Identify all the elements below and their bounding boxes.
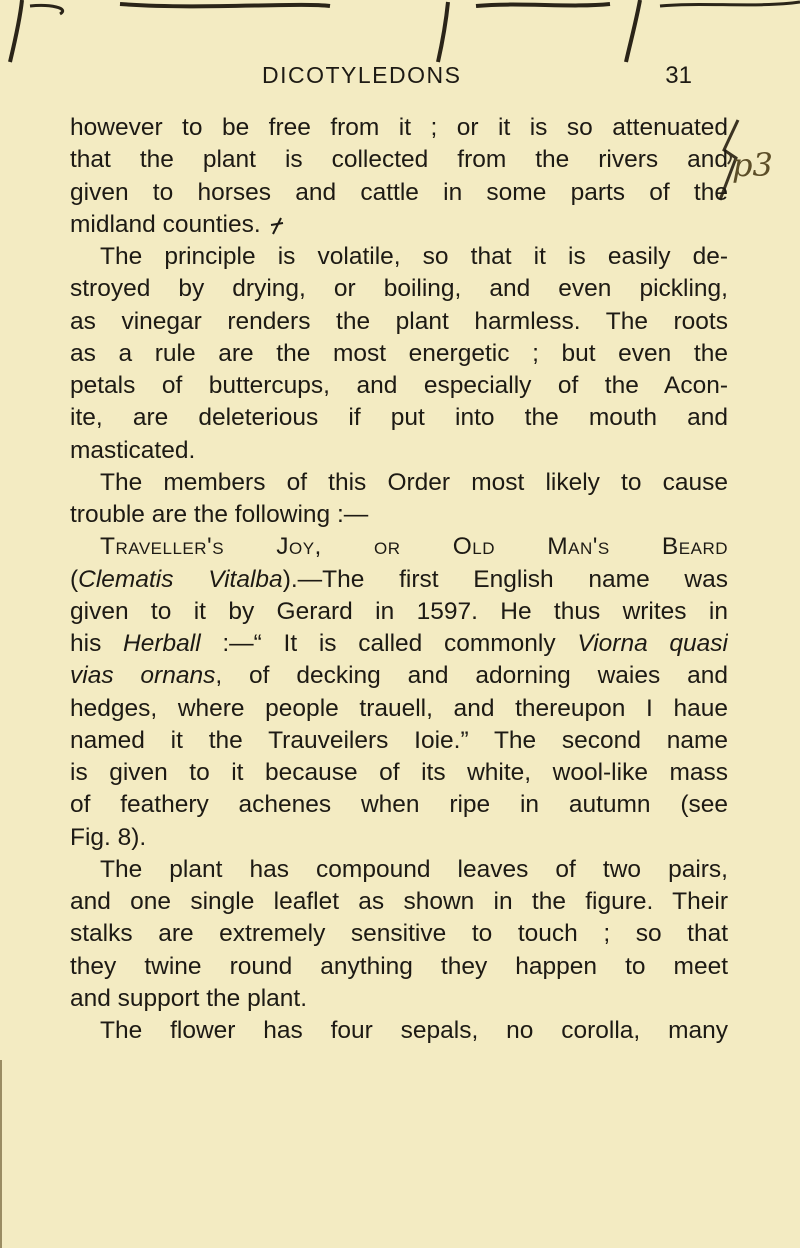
text-line: Fig. 8). — [70, 823, 147, 851]
botanical-name: Clematis Vitalba — [78, 565, 283, 593]
text-line: masticated. — [70, 436, 196, 464]
running-title: DICOTYLEDONS — [262, 62, 462, 88]
page-header — [262, 62, 692, 98]
text-run: , of decking and adorning waies and — [215, 662, 728, 690]
text-line: and one single leaflet as shown in the figure. Their — [70, 888, 728, 915]
text-line: ite, are deleterious if put into the mouth and — [70, 404, 728, 432]
text-line: as vinegar renders the plant harmless. The roots — [70, 307, 728, 335]
text-line: they twine round anything they happen to meet — [70, 952, 728, 980]
text-line: petals of buttercups, and especially of the Acon- — [70, 372, 728, 399]
latin-phrase: vias ornans — [70, 662, 216, 690]
text-line: The principle is volatile, so that it is easily de- — [100, 243, 728, 270]
text-line: is given to it because of its white, wool-like mass — [70, 759, 728, 786]
page-number: 31 — [665, 62, 692, 89]
text-run: :—“ It is called commonly — [200, 630, 578, 657]
entry-heading: Traveller's Joy, or Old Man's Beard — [100, 533, 728, 561]
text-line — [70, 628, 728, 660]
book-title: Herball — [123, 630, 201, 657]
text-line: The members of this Order most likely to cause — [100, 468, 728, 496]
body-text — [70, 112, 728, 1047]
text-run: ).—The first English name was — [282, 565, 728, 593]
text-line: hedges, where people trauell, and thereupon I haue — [70, 694, 728, 722]
text-line: given to horses and cattle in some parts of the — [70, 178, 728, 206]
text-line: given to it by Gerard in 1597. He thus writes in — [70, 597, 728, 625]
latin-phrase: Viorna quasi — [577, 630, 728, 657]
paren-open: ( — [70, 565, 79, 593]
text-line: however to be free from it ; or it is so attenuated — [70, 114, 728, 141]
text-line: of feathery achenes when ripe in autumn (see — [70, 791, 728, 819]
text-line: as a rule are the most energetic ; but even the — [70, 339, 728, 367]
text-line: named it the Trauveilers Ioie.” The second name — [70, 726, 728, 754]
text-line: stalks are extremely sensitive to touch ; so that — [70, 920, 728, 948]
text-line: and support the plant. — [70, 984, 308, 1012]
text-line: trouble are the following :— — [70, 501, 369, 528]
text-line: The plant has compound leaves of two pairs, — [100, 855, 728, 883]
margin-note-text: p3 — [732, 146, 773, 184]
text-line: stroyed by drying, or boiling, and even pickling, — [70, 275, 728, 303]
text-line — [70, 564, 728, 596]
text-line: The flower has four sepals, no corolla, many — [100, 1017, 728, 1044]
left-edge-mark — [0, 1060, 2, 1248]
top-edge-scribbles — [0, 0, 800, 70]
text-run: his — [70, 630, 124, 657]
text-line — [70, 660, 728, 692]
text-line: midland counties. — [70, 210, 261, 238]
text-line: that the plant is collected from the rivers and — [70, 146, 728, 174]
